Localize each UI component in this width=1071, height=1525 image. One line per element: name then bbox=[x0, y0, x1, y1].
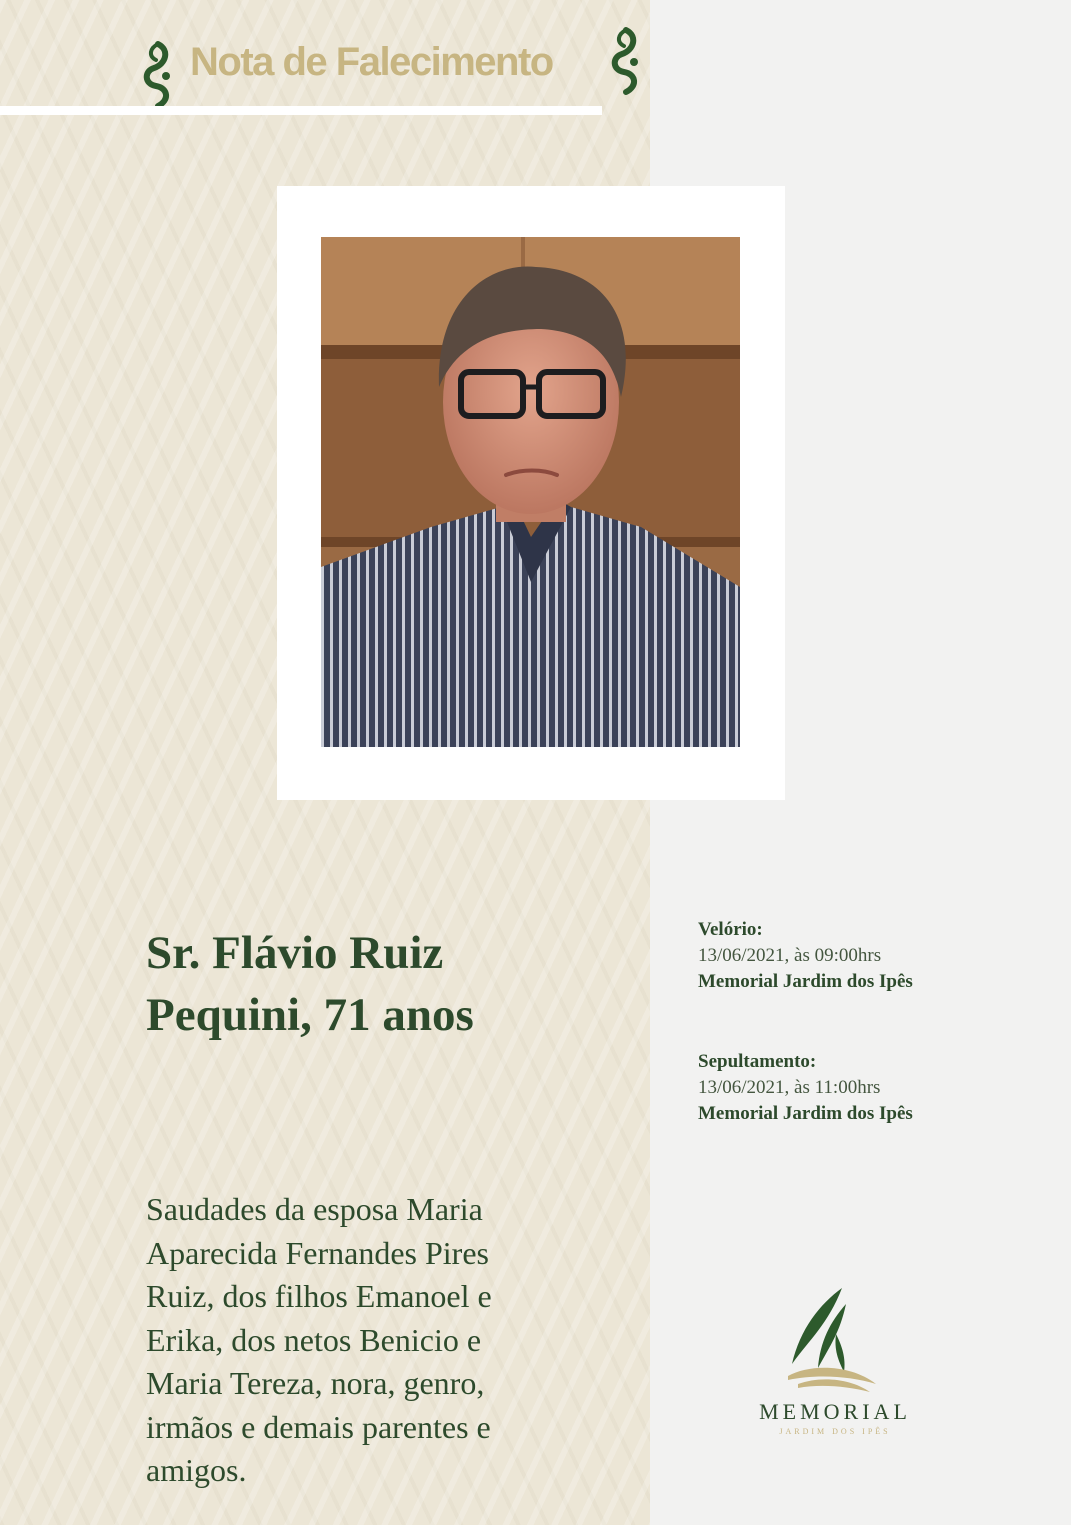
logo-name: MEMORIAL bbox=[759, 1399, 911, 1424]
message-line: Ruiz, dos filhos Emanoel e bbox=[146, 1278, 492, 1314]
message-line: irmãos e demais parentes e bbox=[146, 1408, 491, 1445]
page-title: Nota de Falecimento bbox=[190, 40, 553, 84]
logo-subtitle: JARDIM DOS IPÊS bbox=[779, 1427, 891, 1436]
event-place: Memorial Jardim dos Ipês bbox=[698, 971, 913, 992]
photo-frame bbox=[277, 186, 785, 800]
condolence-message bbox=[146, 1188, 492, 1493]
message-line: Erika, dos netos Benicio e bbox=[146, 1321, 482, 1358]
event-date: 13/06/2021, às 09:00hrs bbox=[698, 945, 882, 966]
leaf-ornament-icon bbox=[136, 40, 180, 110]
wake-info bbox=[698, 917, 913, 995]
leaf-ornament-icon bbox=[604, 26, 648, 96]
header-divider bbox=[0, 106, 602, 115]
portrait-photo bbox=[321, 237, 740, 747]
message-line: Maria Tereza, nora, genro, bbox=[146, 1365, 485, 1401]
memorial-logo-icon bbox=[780, 1284, 880, 1394]
event-place: Memorial Jardim dos Ipês bbox=[698, 1103, 913, 1124]
event-label: Velório: bbox=[698, 919, 763, 940]
burial-info bbox=[698, 1049, 913, 1127]
deceased-name bbox=[146, 922, 474, 1046]
event-date: 13/06/2021, às 11:00hrs bbox=[698, 1077, 881, 1098]
name-line: Sr. Flávio Ruiz bbox=[146, 927, 444, 979]
message-line: amigos. bbox=[146, 1452, 247, 1488]
event-label: Sepultamento: bbox=[698, 1051, 817, 1072]
message-line: Aparecida Fernandes Pires bbox=[146, 1234, 489, 1271]
name-line: Pequini, 71 anos bbox=[146, 989, 474, 1041]
message-line: Saudades da esposa Maria bbox=[146, 1191, 483, 1227]
